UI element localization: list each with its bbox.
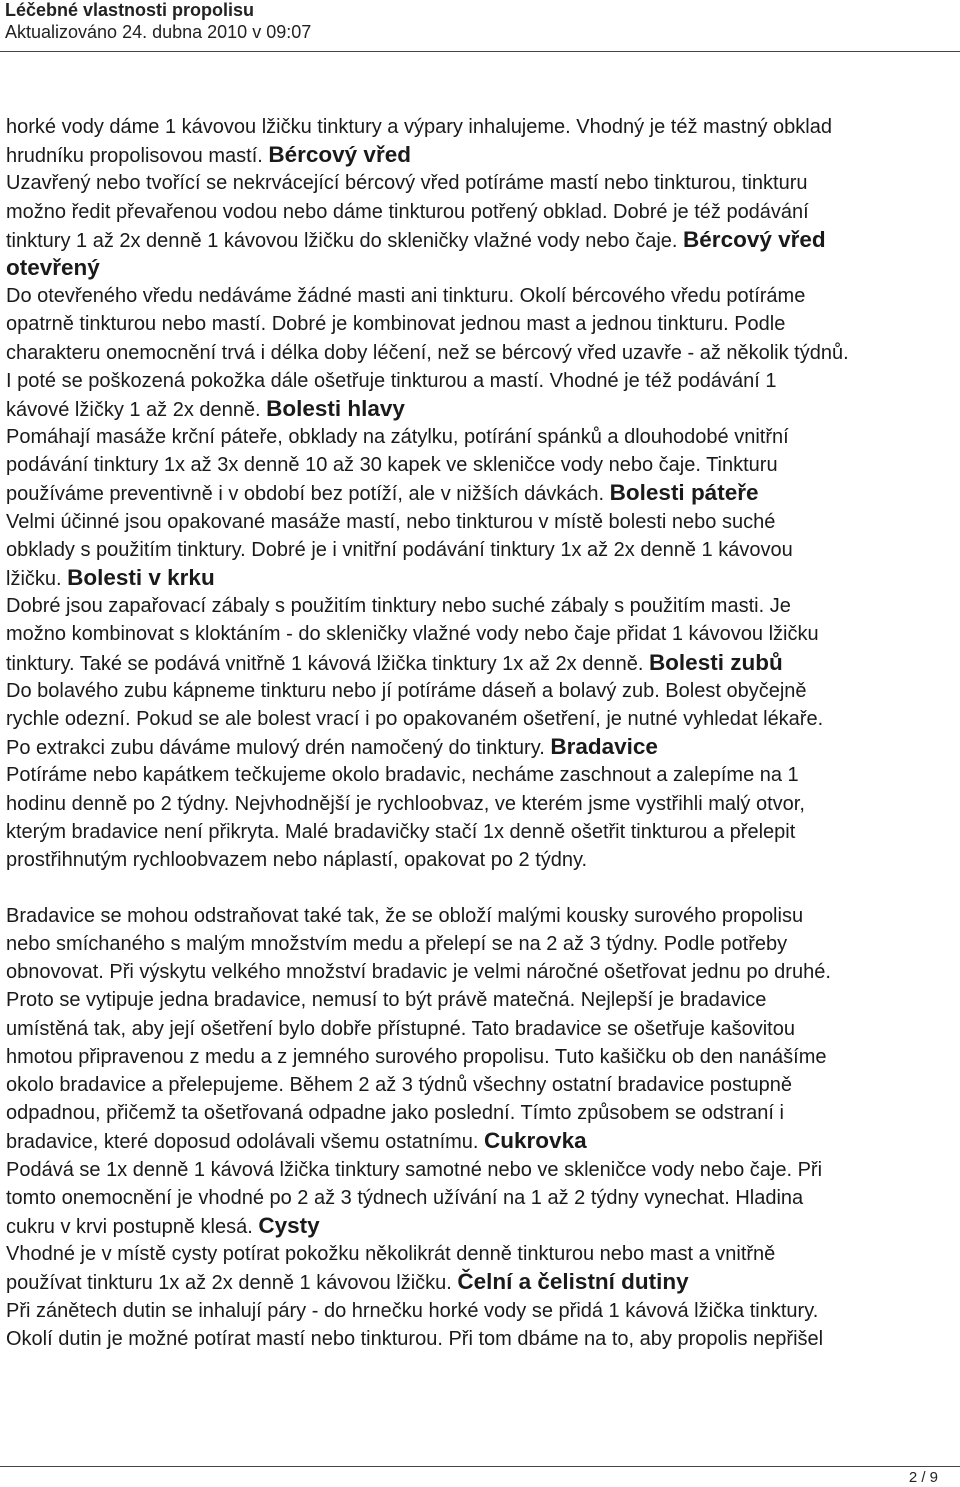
- paragraph-text: kterým bradavice není přikryta. Malé bradavičky stačí 1x denně ošetřit tinkturou a přelepit: [6, 820, 796, 843]
- paragraph-text: Vhodné je v místě cysty potírat pokožku několikrát denně tinkturou nebo mast a vnitřně: [6, 1243, 776, 1266]
- text-line: [6, 761, 954, 789]
- paragraph-text: Velmi účinné jsou opakované masáže mastí, nebo tinkturou v místě bolesti nebo suché: [6, 510, 776, 533]
- text-line: [6, 902, 954, 930]
- page-title: Léčebné vlastnosti propolisu: [5, 0, 255, 20]
- text-line: [6, 705, 954, 733]
- article-body: [6, 113, 954, 1353]
- paragraph-text: cukru v krvi postupně klesá.: [6, 1215, 259, 1238]
- text-line: [6, 1212, 954, 1240]
- paragraph-text: odpadnou, přičemž ta ošetřovaná odpadne jako poslední. Tímto způsobem se odstraní i: [6, 1102, 784, 1125]
- section-heading: Cysty: [258, 1212, 320, 1238]
- text-line: [6, 310, 954, 338]
- section-heading: Bolesti hlavy: [266, 395, 405, 421]
- paragraph-text: hrudníku propolisovou mastí.: [6, 145, 269, 168]
- paragraph-text: Do otevřeného vředu nedáváme žádné masti ani tinkturu. Okolí bércového vředu potíráme: [6, 285, 806, 308]
- paragraph-text: lžičku.: [6, 568, 68, 590]
- text-line: [6, 1325, 954, 1353]
- paragraph-text: Podává se 1x denně 1 kávová lžička tinktury samotné nebo ve skleničce vody nebo čaje. Při: [6, 1158, 823, 1181]
- paragraph-text: okolo bradavice a přelepujeme. Během 2 až 3 týdnů všechny ostatní bradavice postupně: [6, 1074, 793, 1096]
- paragraph-text: rychle odezní. Pokud se ale bolest vrací i po opakovaném ošetření, je nutné vyhledat lékaře.: [6, 707, 824, 730]
- paragraph-text: umístěná tak, aby její ošetření bylo dobře přístupné. Tato bradavice se ošetřuje kašovitou: [6, 1017, 795, 1040]
- text-line: [6, 1297, 954, 1325]
- text-line: [6, 423, 954, 451]
- text-line: [6, 395, 954, 423]
- section-heading: Bradavice: [550, 734, 658, 760]
- paragraph-text: charakteru onemocnění trvá i délka doby léčení, než se bércový vřed uzavře - až několik týdnů.: [6, 341, 849, 364]
- text-line: [6, 508, 954, 536]
- page-number: 2 / 9: [908, 1469, 938, 1486]
- paragraph-text: používat tinkturu 1x až 2x denně 1 kávovou lžičku.: [6, 1272, 458, 1295]
- text-line: [6, 818, 954, 846]
- text-line: [6, 1240, 954, 1268]
- paragraph-text: možno kombinovat s kloktáním - do skleničky vlažné vody nebo čaje přidat 1 kávovou lžičku: [6, 623, 819, 646]
- text-line: [6, 677, 954, 705]
- updated-date: Aktualizováno 24. dubna 2010 v 09:07: [5, 22, 312, 42]
- paragraph-text: možno ředit převařenou vodou nebo dáme tinkturou potřený obklad. Dobré je též podávání: [6, 200, 809, 223]
- paragraph-text: obnovovat. Při výskytu velkého množství bradavic je velmi náročné ošetřovat jednu po druhé.: [6, 961, 831, 984]
- section-heading: Čelní a čelistní dutiny: [457, 1269, 689, 1295]
- header-divider: [0, 51, 960, 52]
- paragraph-text: nebo smíchaného s malým množstvím medu a přelepí se na 2 až 3 týdny. Podle potřeby: [6, 933, 788, 956]
- footer-divider: [0, 1466, 960, 1467]
- text-line: [6, 1184, 954, 1212]
- text-line: [6, 1071, 954, 1099]
- paragraph-text: prostřihnutým rychloobvazem nebo náplastí, opakovat po 2 týdny.: [6, 848, 588, 871]
- paragraph-text: Po extrakci zubu dáváme mulový drén namočený do tinktury.: [6, 737, 551, 760]
- paragraph-text: Při zánětech dutin se inhalují páry - do hrnečku horké vody se přidá 1 kávová lžička tinktury.: [6, 1299, 819, 1322]
- text-line: [6, 1043, 954, 1071]
- paragraph-text: používáme preventivně i v období bez potíží, ale v nižších dávkách.: [6, 483, 610, 506]
- text-line: [6, 226, 954, 254]
- paragraph-text: I poté se poškozená pokožka dále ošetřuje tinkturou a mastí. Vhodné je též podávání 1: [6, 369, 777, 392]
- text-line: [6, 620, 954, 648]
- text-line: [6, 1015, 954, 1043]
- section-heading: Bolesti zubů: [648, 649, 783, 675]
- text-line: [6, 733, 954, 761]
- text-line: [6, 1156, 954, 1184]
- paragraph-text: bradavice, které doposud odolávali všemu ostatnímu.: [6, 1131, 485, 1154]
- text-line: [6, 1268, 954, 1296]
- text-line: [6, 564, 954, 592]
- paragraph-text: Dobré jsou zapařovací zábaly s použitím tinktury nebo suché zábaly s použitím masti. Je: [6, 595, 791, 618]
- text-line: [6, 649, 954, 677]
- paragraph-text: Potíráme nebo kapátkem tečkujeme okolo bradavic, necháme zaschnout a zalepíme na 1: [6, 764, 799, 787]
- paragraph-text: Bradavice se mohou odstraňovat také tak, že se obloží malými kousky surového propolisu: [6, 904, 804, 927]
- text-line: [6, 790, 954, 818]
- text-line: [6, 986, 954, 1014]
- paragraph-text: tinktury. Také se podává vnitřně 1 kávová lžička tinktury 1x až 2x denně.: [6, 652, 649, 675]
- paragraph-text: tomto onemocnění je vhodné po 2 až 3 týdnech užívání na 1 až 2 týdny vynechat. Hladina: [6, 1186, 804, 1209]
- text-line: [6, 536, 954, 564]
- section-heading: Bércový vřed: [683, 226, 826, 252]
- paragraph-text: obklady s použitím tinktury. Dobré je i vnitřní podávání tinktury 1x až 2x denně 1 kávovou: [6, 538, 793, 561]
- paragraph-text: opatrně tinkturou nebo mastí. Dobré je kombinovat jednou mast a jednou tinkturu. Podle: [6, 313, 786, 336]
- text-line: [6, 1127, 954, 1155]
- section-heading: Bolesti páteře: [609, 480, 759, 506]
- paragraph-text: tinktury 1 až 2x denně 1 kávovou lžičku do skleničky vlažné vody nebo čaje.: [6, 229, 684, 252]
- text-line: [6, 113, 954, 141]
- text-line: [6, 930, 954, 958]
- paragraph-text: Pomáhají masáže krční páteře, obklady na zátylku, potírání spánků a dlouhodobé vnitřní: [6, 426, 789, 449]
- section-heading: otevřený: [6, 254, 100, 280]
- text-line: [6, 367, 954, 395]
- paragraph-text: Uzavřený nebo tvořící se nekrvácející bércový vřed potíráme mastí nebo tinkturou, tinkturu: [6, 172, 808, 195]
- paragraph-text: Okolí dutin je možné potírat mastí nebo tinkturou. Při tom dbáme na to, aby propolis nepřišel: [6, 1327, 824, 1350]
- text-line: [6, 451, 954, 479]
- text-line: [6, 339, 954, 367]
- text-line: [6, 592, 954, 620]
- text-line: [6, 282, 954, 310]
- paragraph-text: Proto se vytipuje jedna bradavice, nemusí to být právě matečná. Nejlepší je bradavice: [6, 989, 767, 1012]
- text-line: [6, 198, 954, 226]
- text-line: [6, 1099, 954, 1127]
- section-heading: Bércový vřed: [268, 142, 411, 168]
- paragraph-text: Do bolavého zubu kápneme tinkturu nebo jí potíráme dáseň a bolavý zub. Bolest obyčejně: [6, 679, 807, 702]
- text-line: [6, 846, 954, 902]
- text-line: [6, 169, 954, 197]
- paragraph-text: hmotou připravenou z medu a z jemného surového propolisu. Tuto kašičku ob den nanášíme: [6, 1045, 827, 1068]
- paragraph-text: podávání tinktury 1x až 3x denně 10 až 30 kapek ve skleničce vody nebo čaje. Tinkturu: [6, 454, 778, 477]
- paragraph-text: horké vody dáme 1 kávovou lžičku tinktury a výpary inhalujeme. Vhodný je též mastný obklad: [6, 116, 832, 138]
- section-heading: Cukrovka: [484, 1128, 587, 1154]
- paragraph-text: kávové lžičky 1 až 2x denně.: [6, 398, 267, 421]
- paragraph-text: hodinu denně po 2 týdny. Nejvhodnější je rychloobvaz, ve kterém jsme vystřihli malý otvor,: [6, 792, 805, 815]
- text-line: [6, 479, 954, 507]
- text-line: [6, 254, 954, 282]
- text-line: [6, 958, 954, 986]
- section-heading: Bolesti v krku: [67, 565, 215, 590]
- text-line: [6, 141, 954, 169]
